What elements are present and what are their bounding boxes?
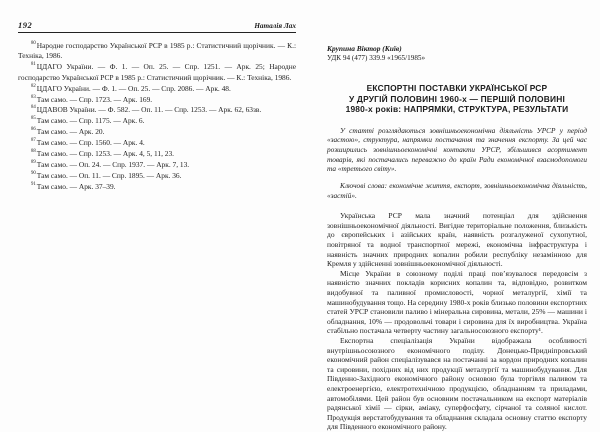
references-list (18, 41, 296, 192)
reference-number: 83 (31, 94, 36, 100)
page-number: 192 (18, 20, 33, 30)
reference-number: 85 (31, 116, 36, 122)
article-body (327, 211, 587, 432)
reference-item (18, 95, 296, 105)
reference-number: 82 (31, 83, 36, 89)
body-paragraph: Українська РСР мала значний потенціал для здійснення зовнішньоекономічної діяльності. Вигідне територіальне положення, близькість до європейських і азійських країн, наявність розгалуженої сухопутної, повітряної та водної транспортної мережі, економічна інфраструктура і наявність значних природних копалин робили республіку незамінною для Кремля у здійсненні зовнішньоекономічної діяльності. (327, 211, 587, 269)
reference-text: Там само. — Оп. 24. — Спр. 1937. — Арк. 7, 13. (36, 159, 190, 169)
reference-item (18, 105, 296, 115)
article-title-line: 1980-х років: НАПРЯМКИ, СТРУКТУРА, РЕЗУЛЬТАТИ (345, 104, 569, 115)
reference-item (18, 41, 296, 62)
reference-item (18, 116, 296, 126)
left-page (18, 20, 296, 193)
article-title-line: У ДРУГІЙ ПОЛОВИНІ 1960-х — ПЕРШІЙ ПОЛОВИНІ (348, 93, 566, 104)
running-head-author: Наталія Лах (254, 22, 296, 30)
body-paragraph: Місце України в союзному поділі праці пов’язувалося передовсім з наявністю значних покладів корисних копалин та, відповідно, розвитком видобувної та паливної промисловості, чорної металургії, хімії та машинобудування тощо. На середину 1980-х років близько половини експортних статей УРСР становили паливо і мінеральна сировина, метали, 25% — машини і обладнання, 10% — продовольчі товари і сировина для їх виробництва. Україна стабільно постачала четверту частину загальносоюзного експорту¹. (327, 268, 587, 336)
keywords-label: Ключові слова: (340, 181, 388, 191)
reference-text: Там само. — Спр. 1723. — Арк. 169. (36, 94, 153, 104)
reference-text: Там само. — Спр. 1560. — Арк. 4. (36, 138, 145, 148)
reference-item (18, 84, 296, 94)
running-header (18, 20, 296, 33)
article-keywords (327, 181, 587, 200)
reference-item (18, 182, 296, 192)
reference-text: ЦДАГО України. — Ф. 1. — Оп. 25. — Спр. 2086. — Арк. 48. (36, 83, 231, 93)
reference-number: 87 (31, 138, 36, 144)
article-title-line: ЕКСПОРТНІ ПОСТАВКИ УКРАЇНСЬКОЇ РСР (366, 83, 548, 93)
article-title (327, 83, 587, 115)
udc-code: УДК 94 (477) 339.9 «1965/1985» (327, 54, 426, 62)
keywords-text: економічне життя, експорт, зовнішньоекономічна діяльність, «застій». (327, 181, 587, 200)
reference-text: Там само. — Арк. 37–39. (36, 181, 116, 191)
reference-number: 91 (31, 181, 36, 187)
reference-item (18, 138, 296, 148)
right-page (327, 44, 587, 432)
reference-item (18, 149, 296, 159)
reference-number: 89 (31, 159, 36, 165)
article-author: Крупина Віктор (Київ) (327, 44, 402, 53)
reference-item (18, 160, 296, 170)
reference-text: Там само. — Арк. 20. (36, 127, 105, 137)
reference-text: Там само. — Спр. 1253. — Арк. 4, 5, 11, 23. (36, 149, 175, 159)
reference-text: Народне господарство Української РСР в 1985 р.: Статистичний щорічник. — К.: Техніка, 1986. (18, 41, 296, 61)
reference-text: ЦДАВОВ України. — Ф. 582. — Оп. 11. — Спр. 1253. — Арк. 62, 63зв. (36, 105, 262, 115)
reference-number: 81 (31, 62, 36, 68)
reference-item (18, 171, 296, 181)
article-abstract: У статті розглядаються зовнішньоекономічна діяльність УРСР у період «застою», структура, напрямки постачання та значення експорту. За цей час розширились зовнішньоекономічні контакти УРСР, збільшився асортимент товарів, які постачались переважно до країн Ради економічної взаємодопомоги та «третього світу». (327, 125, 587, 174)
reference-number: 80 (31, 41, 36, 46)
reference-number: 86 (31, 127, 36, 133)
reference-text: ЦДАГО України. — Ф. 1. — Оп. 25. — Спр. 1251. — Арк. 25; Народне господарство Української РСР в 1985 р.: Статистичний щорічник. — К.: Техніка, 1986. (18, 62, 296, 82)
reference-number: 84 (31, 105, 36, 111)
body-paragraph: Експортна спеціалізація України відображала особливості внутрішньосоюзного економічного поділу. Донецько-Придніпровський економічний район спеціалізувався на постачанні за кордон природних копалин та сировини, похідних від них продукції металургії та машинобудування. Для Південно-Західного економічного району основою була торгівля паливом та електроенергією, електротехнічною продукцією, обладнанням та приладами, автомобілями. Цей район був основним постачальником на експорт матеріалів радянської хімії — сірки, аміаку, суперфосфату, сірчаної та соляної кислот. Продукція верстатобудування та обладнання складала основну статтю експорту для Південного економічного району. (327, 335, 587, 432)
reference-number: 88 (31, 149, 36, 155)
reference-text: Там само. — Оп. 11. — Спр. 1895. — Арк. 36. (36, 170, 182, 180)
reference-text: Там само. — Спр. 1175. — Арк. 6. (36, 116, 145, 126)
reference-number: 90 (31, 170, 36, 176)
reference-item (18, 127, 296, 137)
reference-item (18, 62, 296, 83)
